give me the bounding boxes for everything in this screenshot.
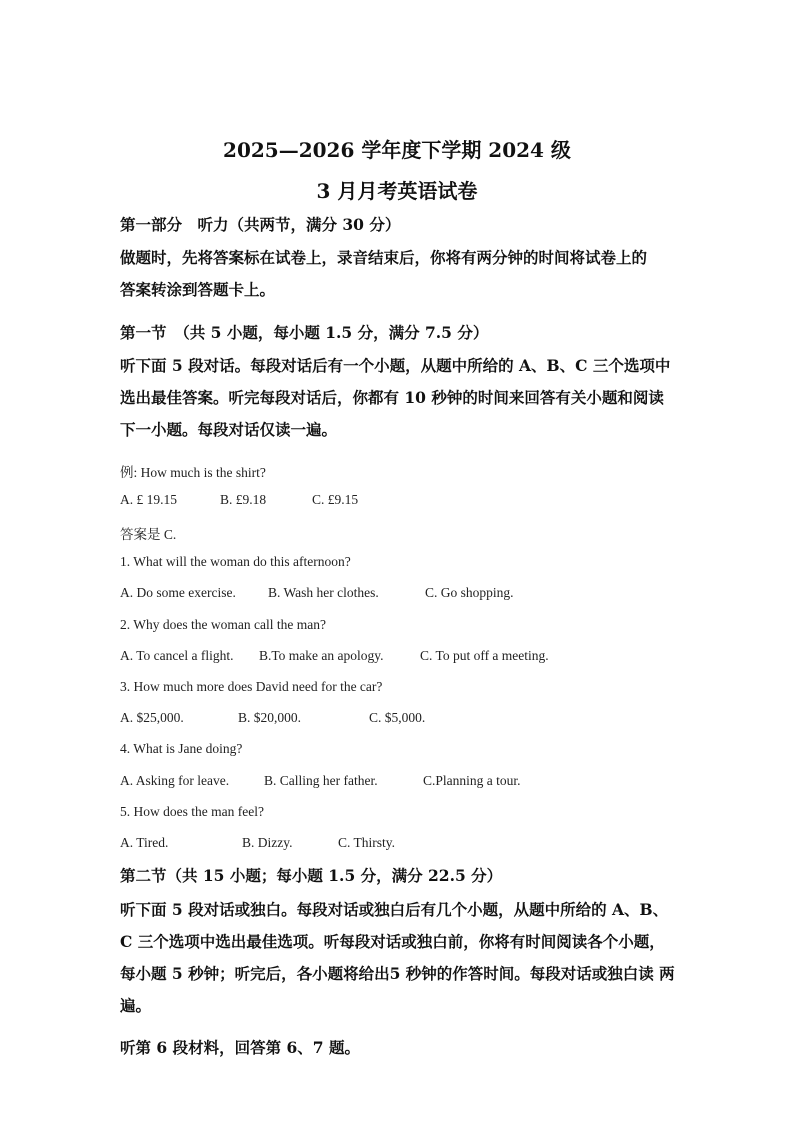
section2-instruction-line: 听下面 5 段对话或独白。每段对话或独白后有几个小题，从题中所给的 A、B、 — [120, 900, 669, 919]
part1-instruction-line: 做题时，先将答案标在试卷上，录音结束后，你将有两分钟的时间将试卷上的 — [120, 248, 648, 267]
example-option-c: C. £9.15 — [312, 492, 359, 507]
q3-option-c: C. $5,000. — [369, 710, 426, 725]
q4-option-a: A. Asking for leave. — [120, 773, 230, 788]
section2-instruction-line: 每小题 5 秒钟；听完后，各小题将给出5 秒钟的作答时间。每段对话或独白读 两 — [120, 964, 675, 983]
q2-option-c: C. To put off a meeting. — [420, 648, 549, 663]
part1-instruction-line: 答案转涂到答题卡上。 — [120, 280, 276, 299]
question-5: 5. How does the man feel? — [120, 804, 264, 819]
question-2: 2. Why does the woman call the man? — [120, 617, 326, 632]
q3-option-b: B. $20,000. — [238, 710, 302, 725]
q1-option-a: A. Do some exercise. — [120, 585, 236, 600]
q4-option-c: C.Planning a tour. — [423, 773, 521, 788]
section2-instruction-line: C 三个选项中选出最佳选项。听每段对话或独白前，你将有时间阅读各个小题， — [120, 932, 665, 951]
section1-heading: 第一节 （共 5 小题，每小题 1.5 分，满分 7.5 分） — [120, 323, 489, 342]
q4-option-b: B. Calling her father. — [264, 773, 378, 788]
question-3: 3. How much more does David need for the car? — [120, 679, 383, 694]
q5-option-a: A. Tired. — [120, 835, 169, 850]
example-question: 例: How much is the shirt? — [120, 465, 266, 480]
q1-option-b: B. Wash her clothes. — [268, 585, 379, 600]
example-option-a: A. £ 19.15 — [120, 492, 177, 507]
q2-option-a: A. To cancel a flight. — [120, 648, 234, 663]
question-4: 4. What is Jane doing? — [120, 741, 243, 756]
question-1: 1. What will the woman do this afternoon? — [120, 554, 351, 569]
exam-title-line2: 3 月月考英语试卷 — [316, 179, 478, 203]
example-option-b: B. £9.18 — [220, 492, 267, 507]
section1-instruction-line: 听下面 5 段对话。每段对话后有一个小题，从题中所给的 A、B、C 三个选项中 — [120, 356, 671, 375]
q1-option-c: C. Go shopping. — [425, 585, 514, 600]
q3-option-a: A. $25,000. — [120, 710, 184, 725]
exam-title-line1: 2025—2026 学年度下学期 2024 级 — [223, 138, 571, 162]
section2-instruction-line: 遍。 — [120, 996, 152, 1015]
q5-option-c: C. Thirsty. — [338, 835, 396, 850]
section1-instruction-line: 选出最佳答案。听完每段对话后，你都有 10 秒钟的时间来回答有关小题和阅读 — [120, 388, 664, 407]
section2-heading: 第二节（共 15 小题；每小题 1.5 分，满分 22.5 分） — [120, 866, 503, 885]
q5-option-b: B. Dizzy. — [242, 835, 293, 850]
material-6-prompt: 听第 6 段材料，回答第 6、7 题。 — [120, 1038, 360, 1057]
part1-heading: 第一部分 听力（共两节，满分 30 分） — [120, 215, 401, 234]
section1-instruction-line: 下一小题。每段对话仅读一遍。 — [120, 420, 338, 439]
q2-option-b: B.To make an apology. — [259, 648, 384, 663]
example-answer: 答案是 C. — [120, 527, 177, 542]
